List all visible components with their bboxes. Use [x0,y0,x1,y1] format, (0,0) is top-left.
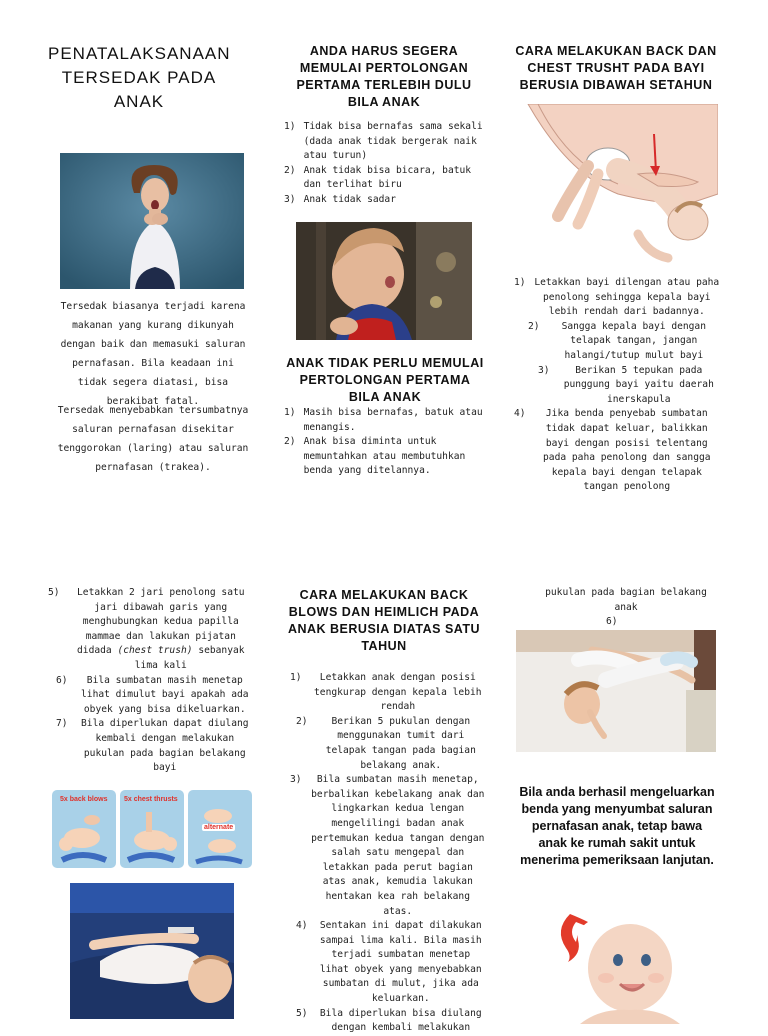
list-item: 2) Anak tidak bisa bicara, batuk dan terlihat biru [284,164,472,191]
list-item: 4) Jika benda penyebab sumbatan tidak dapat keluar, balikkan bayi dengan posisi telentang pada paha penolong dan sangga kepala bayi dengan telapak tangan penolong [514,408,711,493]
infant-back-blow-illustration [518,104,718,272]
no-need-list [284,406,486,479]
list-item: 1) Letakkan bayi dilengan atau paha penolong sehingga kepala bayi lebih rendah dari badannya. [514,277,720,318]
closing-note: Bila anda berhasil mengeluarkan benda yang menyumbat saluran pernafasan anak, tetap bawa anak ke rumah sakit untuk menerima pemeriksaan lanjutan. [519,785,715,867]
must-help-list [284,120,486,208]
list-item: 3) Berikan 5 tepukan pada punggung bayi yaitu daerah inerskapula [538,364,714,405]
list-item: 2) Berikan 5 pukulan dengan menggunakan tumit dari telapak tangan pada bagian belakang anak. [296,715,476,771]
main-title: PENATALAKSANAAN TERSEDAK PADA ANAK [48,44,231,111]
list-item: 3) Anak tidak sadar [284,193,396,205]
step-six-number: 6) [606,616,618,627]
heading-infant-method: CARA MELAKUKAN BACK DAN CHEST TRUSHT PADA BAYI BERUSIA DIBAWAH SETAHUN [515,44,717,92]
choking-girl-photo [60,153,244,289]
smiling-baby-photo [550,902,684,1024]
choking-baby-photo [296,222,472,340]
child-steps-list [290,671,486,1036]
list-item: 2) Anak bisa diminta untuk memuntahkan atau membutuhkan benda yang ditelannya. [284,436,466,477]
back-blows-panel: 5x back blows [52,790,116,868]
list-item: 4) Sentakan ini dapat dilakukan sampai lima kali. Bila masih terjadi sumbatan menetap lihat obyek yang menyebabkan sumbatan di mulut, jika ada keluarkan. [296,920,482,1005]
list-item: 3) Bila sumbatan masih menetap, berbalikan kebelakang anak dan lingkarkan kedua lengan mengelilingi badan anak pertemukan kedua tangan dengan salah satu mengepal dan letakkan pada perut bagian atas anak, kemudia lakukan hentakan kea rah belakang atas. [290,774,485,917]
intro-paragraph-1: Tersedak biasanya terjadi karena makanan yang kurang dikunyah dengan baik dan memasuki saluran pernafasan. Bila keadaan ini tidak segera diatasi, bisa berakibat fatal. [60,301,246,407]
list-item: 7) Bila diperlukan dapat diulang kembali dengan melakukan pukulan pada bagian belakang bayi [56,718,249,774]
list-item: 2) Sangga kepala bayi dengan telapak tangan, jangan halangi/tutup mulut bayi [528,320,706,361]
infant-steps-panels [52,790,252,868]
list-item: 6) Bila sumbatan masih menetap lihat dimulut bayi apakah ada obyek yang bisa dikeluarkan. [56,674,249,715]
chest-thrusts-panel: 5x chest thrusts [120,790,184,868]
child-back-blow-photo [516,630,716,752]
heading-child-method: CARA MELAKUKAN BACK BLOWS DAN HEIMLICH PADA ANAK BERUSIA DIATAS SATU TAHUN [287,588,481,653]
heading-no-need: ANAK TIDAK PERLU MEMULAI PERTOLONGAN PERTAMA BILA ANAK [286,356,484,404]
intro-paragraph-2: Tersedak menyebabkan tersumbatnya saluran pernafasan disekitar tenggorokan (laring) atau saluran pernafasan (trakea). [57,405,249,473]
list-item: 1) Tidak bisa bernafas sama sekali (dada anak tidak bergerak naik atau turun) [284,121,483,162]
list-item: 1) Masih bisa bernafas, batuk atau menangis. [284,407,483,433]
list-item: 1) Letakkan anak dengan posisi tengkurap dengan kepala lebih rendah [290,672,482,713]
list-item: 5) Bila diperlukan bisa diulang dengan kembali melakukan [296,1007,482,1034]
heading-must-help: ANDA HARUS SEGERA MEMULAI PERTOLONGAN PERTAMA TERLEBIH DULU BILA ANAK [296,44,472,109]
chest-thrust-list [48,586,254,776]
infant-steps-list [514,276,720,495]
infant-chest-thrust-photo [70,883,234,1019]
alternate-panel: alternate [188,790,252,868]
list-item: 5) Letakkan 2 jari penolong satu jari dibawah garis yang menghubungkan kedua papilla mammae dan lakukan pijatan didada (chest trush) sebanyak lima kali [48,587,245,671]
continued-text: pukulan pada bagian belakang anak [545,587,707,613]
